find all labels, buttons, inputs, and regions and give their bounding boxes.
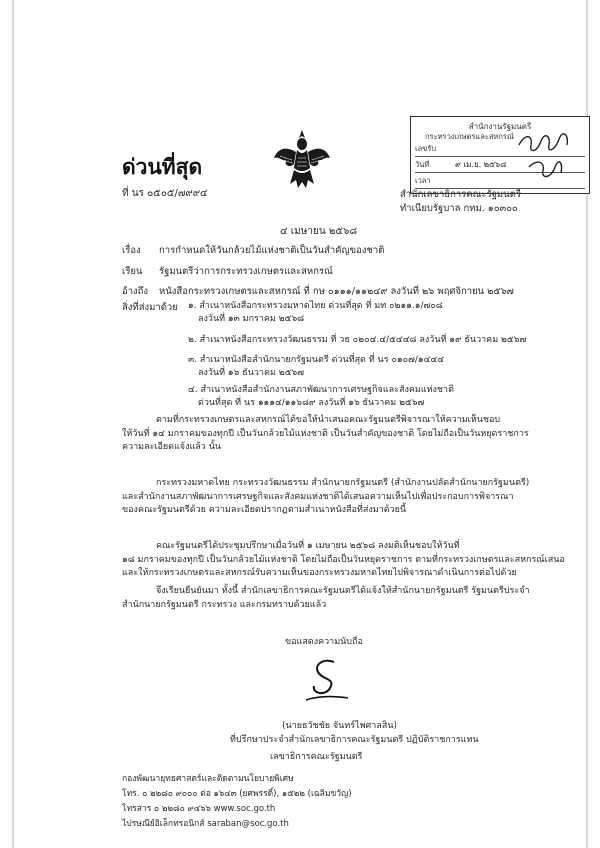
- stamp-title: สำนักงานรัฐมนตรี: [468, 122, 532, 131]
- recipient-value: รัฐมนตรีว่าการกระทรวงเกษตรและสหกรณ์: [159, 266, 333, 277]
- enclosure-line: ๑. สำเนาหนังสือกระทรวงมหาดไทย ด่วนที่สุด ที่ มท ๐๒๑๑.๑/๗๐๘: [188, 301, 443, 311]
- enclosures-label: สิ่งที่ส่งมาด้วย: [122, 302, 178, 313]
- stamp-label: เวลา: [415, 176, 431, 185]
- recipient-label: เรียน: [122, 266, 143, 277]
- enclosure-line: ๓. สำเนาหนังสือสำนักนายกรัฐมนตรี ด่วนที่สุด ที่ นร ๐๑๐๗/๑๔๔๔: [188, 355, 445, 365]
- subject-label: เรื่อง: [122, 245, 141, 256]
- stamp-subtitle: กระทรวงเกษตรและสหกรณ์: [425, 132, 514, 141]
- enclosure-line: ๒. สำเนาหนังสือกระทรวงวัฒนธรรม ที่ วธ ๐๒๐๔.๔/๕๔๔๘ ลงวันที่ ๑๙ ธันวาคม ๒๕๖๗: [188, 335, 527, 345]
- reference-row: [122, 284, 514, 299]
- paragraph-line: คณะรัฐมนตรีได้ประชุมปรึกษาเมื่อวันที่ ๑ เมษายน ๒๕๖๘ ลงมติเห็นชอบให้วันที่: [156, 541, 460, 551]
- paragraph-line: และให้กระทรวงเกษตรและสหกรณ์รับความเห็นของกระทรวงมหาดไทยไปพิจารณาดำเนินการต่อไปด้วย: [122, 568, 517, 578]
- body-paragraph-2: [122, 477, 529, 518]
- paragraph-line: และสำนักงานสภาพัฒนาการเศรษฐกิจและสังคมแห่งชาติได้เสนอความเห็นไปเพื่อประกอบการพิจารณา: [122, 491, 514, 502]
- document-number: ที่ นร ๐๕๐๕/๗๙๙๔: [122, 188, 208, 199]
- recipient-row: [122, 264, 333, 279]
- paragraph-line: ๑๘ มกราคมของทุกปี เป็นวันกล้วยไม้แห่งชาติ โดยไม่ถือเป็นวันหยุดราชการ ตามที่กระทรวงเกษตรและสหกรณ์เสนอ: [122, 554, 565, 565]
- contact-footer: [122, 772, 352, 832]
- paragraph-line: กระทรวงมหาดไทย กระทรวงวัฒนธรรม สำนักนายกรัฐมนตรี (สำนักงานปลัดสำนักนายกรัฐมนตรี): [156, 478, 530, 488]
- document-date: ๔ เมษายน ๒๕๖๘: [280, 226, 358, 237]
- reference-value: หนังสือกระทรวงเกษตรและสหกรณ์ ที่ กษ ๐๑๑๑/๑๑๒๔๙ ลงวันที่ ๒๖ พฤศจิกายน ๒๕๖๗: [159, 286, 514, 297]
- enclosure-item-4: [188, 384, 454, 410]
- paragraph-line: ตามที่กระทรวงเกษตรและสหกรณ์ได้ขอให้นำเสนอคณะรัฐมนตรีพิจารณาให้ความเห็นชอบ: [156, 415, 501, 425]
- receipt-stamp: [410, 116, 590, 194]
- subject-row: [122, 243, 384, 258]
- enclosure-item-2: [188, 334, 526, 347]
- subject-value: การกำหนดให้วันกล้วยไม้แห่งชาติเป็นวันสำคัญของชาติ: [159, 245, 385, 256]
- paragraph-line: จึงเรียนยืนยันมา ทั้งนี้ สำนักเลขาธิการคณะรัฐมนตรีได้แจ้งให้สำนักนายกรัฐมนตรี รัฐมนตรีประจำ: [156, 586, 530, 596]
- body-paragraph-4: [122, 585, 530, 612]
- footer-fax: โทรสาร ๐ ๒๒๘๐ ๙๔๖๖ www.soc.go.th: [122, 804, 276, 814]
- urgency-label: ด่วนที่สุด: [122, 155, 203, 179]
- paragraph-line: ความละเอียดแจ้งแล้ว นั้น: [122, 442, 222, 452]
- garuda-emblem-icon: [272, 128, 332, 190]
- stamp-label: วันที่: [415, 160, 430, 169]
- body-paragraph-3: [122, 540, 565, 581]
- enclosure-line: ลงวันที่ ๑๓ มกราคม ๒๕๖๘: [198, 314, 305, 324]
- footer-email: ไปรษณีย์อิเล็กทรอนิกส์ saraban@soc.go.th: [122, 819, 289, 829]
- body-paragraph-1: [122, 414, 529, 455]
- sender-line: สำนักเลขาธิการคณะรัฐมนตรี: [400, 189, 521, 200]
- sender-line: ทำเนียบรัฐบาล กทม. ๑๐๓๐๐: [400, 203, 518, 214]
- enclosure-line: ลงวันที่ ๑๖ ธันวาคม ๒๕๖๗: [198, 368, 304, 378]
- handwritten-number-scribble: [515, 123, 581, 187]
- signatory-title-2: เลขาธิการคณะรัฐมนตรี: [270, 752, 363, 762]
- stamp-value: ๙ เม.ย. ๒๕๖๘: [455, 160, 507, 169]
- enclosure-item-1: [188, 300, 443, 326]
- paragraph-line: สำนักนายกรัฐมนตรี กระทรวง และกรมทราบด้วยแล้ว: [122, 599, 327, 610]
- footer-department: กองพัฒนายุทธศาสตร์และติดตามนโยบายพิเศษ: [122, 774, 294, 784]
- enclosure-line: ๔. สำเนาหนังสือสำนักงานสภาพัฒนาการเศรษฐกิจและสังคมแห่งชาติ: [188, 385, 454, 395]
- signatory-title: ที่ปรึกษาประจำสำนักเลขาธิการคณะรัฐมนตรี ปฏิบัติราชการแทน: [230, 735, 479, 745]
- paragraph-line: ให้วันที่ ๑๔ มกราคมของทุกปี เป็นวันกล้วยไม้แห่งชาติ เป็นวันสำคัญของชาติ โดยไม่ถือเป็นวันหยุดราชการ: [122, 428, 529, 439]
- reference-label: อ้างถึง: [122, 286, 149, 297]
- paragraph-line: ของคณะรัฐมนตรีด้วย ความละเอียดปรากฏตามสำเนาหนังสือที่ส่งมาด้วยนี้: [122, 505, 407, 515]
- closing-phrase: ขอแสดงความนับถือ: [285, 637, 363, 647]
- enclosure-item-3: [188, 354, 444, 380]
- sender-address: [400, 188, 521, 216]
- handwritten-signature: [300, 656, 352, 706]
- signatory-name: (นายธวัชชัย จันทร์ไพศาลสิน): [282, 721, 397, 731]
- scan-edge-left: [12, 0, 14, 848]
- footer-phone: โทร. ๐ ๒๒๘๐ ๙๐๐๐ ต่อ ๑๖๔๓ (ยศพรรดิ์), ๑๕๒๒ (เฉลิมขวัญ): [122, 789, 352, 799]
- stamp-label: เลขรับ: [415, 144, 437, 153]
- enclosure-line: ด่วนที่สุด ที่ นร ๑๑๑๔/๑๑๖๘๙ ลงวันที่ ๑๖ ธันวาคม ๒๕๖๗: [198, 398, 425, 408]
